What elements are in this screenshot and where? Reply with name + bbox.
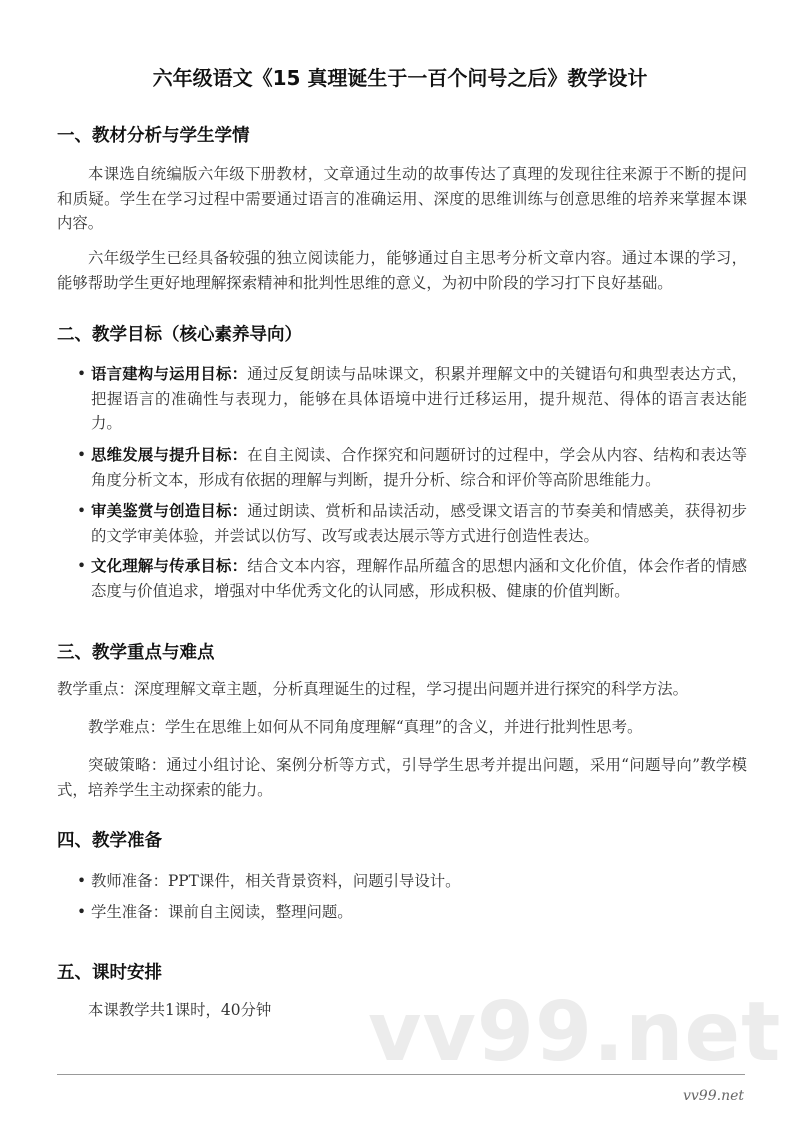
section-heading-5: 五、课时安排 [57,963,162,983]
footer-text: vv99.net [682,1088,744,1104]
document-title: 六年级语文《15 真理诞生于一百个问号之后》教学设计 [152,66,648,90]
item-text: 通过朗读、赏析和品读活动，感受课文语言的节奏美和情感美，获得初步的文学审美体验，并尝试以仿写、改写或表达展示等方式进行创造性表达。 [91,502,747,545]
item-text: 在自主阅读、合作探究和问题研讨的过程中，学会从内容、结构和表达等角度分析文本，形成有依据的理解与判断，提升分析、综合和评价等高阶思维能力。 [91,446,747,489]
item-label: 文化理解与传承目标： [91,557,248,575]
list-item: • 教师准备：PPT课件，相关背景资料，问题引导设计。 [91,869,747,894]
list-item: • 学生准备：课前自主阅读，整理问题。 [91,900,747,925]
section-heading-4: 四、教学准备 [57,831,162,851]
item-text: 结合文本内容，理解作品所蕴含的思想内涵和文化价值，体会作者的情感态度与价值追求，增强对中华优秀文化的认同感，形成积极、健康的价值判断。 [91,557,747,600]
paragraph: 突破策略：通过小组讨论、案例分析等方式，引导学生思考并提出问题，采用“问题导向”教学模式，培养学生主动探索的能力。 [57,756,747,799]
list-item [91,554,747,603]
list-item [91,362,747,436]
item-label: 审美鉴赏与创造目标： [91,502,248,520]
paragraph: 教学重点：深度理解文章主题，分析真理诞生的过程，学习提出问题并进行探究的科学方法。 [57,680,689,698]
list-item [91,443,747,492]
paragraph: 教学难点：学生在思维上如何从不同角度理解“真理”的含义，并进行批判性思考。 [88,718,643,736]
item-label: 思维发展与提升目标： [91,446,248,464]
list-item [91,499,747,548]
item-label: 语言建构与运用目标： [91,365,248,383]
footer-divider [57,1074,745,1075]
watermark: vv99.net [368,985,782,1080]
paragraph: 本课教学共1课时，40分钟 [88,1001,272,1019]
section-heading-2: 二、教学目标（核心素养导向） [57,325,302,345]
section-heading-3: 三、教学重点与难点 [57,643,215,663]
item-text: 通过反复朗读与品味课文，积累并理解文中的关键语句和典型表达方式，把握语言的准确性与表现力，能够在具体语境中进行迁移运用，提升规范、得体的语言表达能力。 [91,365,747,432]
paragraph: 六年级学生已经具备较强的独立阅读能力，能够通过自主思考分析文章内容。通过本课的学习，能够帮助学生更好地理解探索精神和批判性思维的意义，为初中阶段的学习打下良好基础。 [57,249,747,292]
paragraph: 本课选自统编版六年级下册教材，文章通过生动的故事传达了真理的发现往往来源于不断的提问和质疑。学生在学习过程中需要通过语言的准确运用、深度的思维训练与创意思维的培养来掌握本课内容。 [57,165,747,232]
section-heading-1: 一、教材分析与学生学情 [57,126,250,146]
